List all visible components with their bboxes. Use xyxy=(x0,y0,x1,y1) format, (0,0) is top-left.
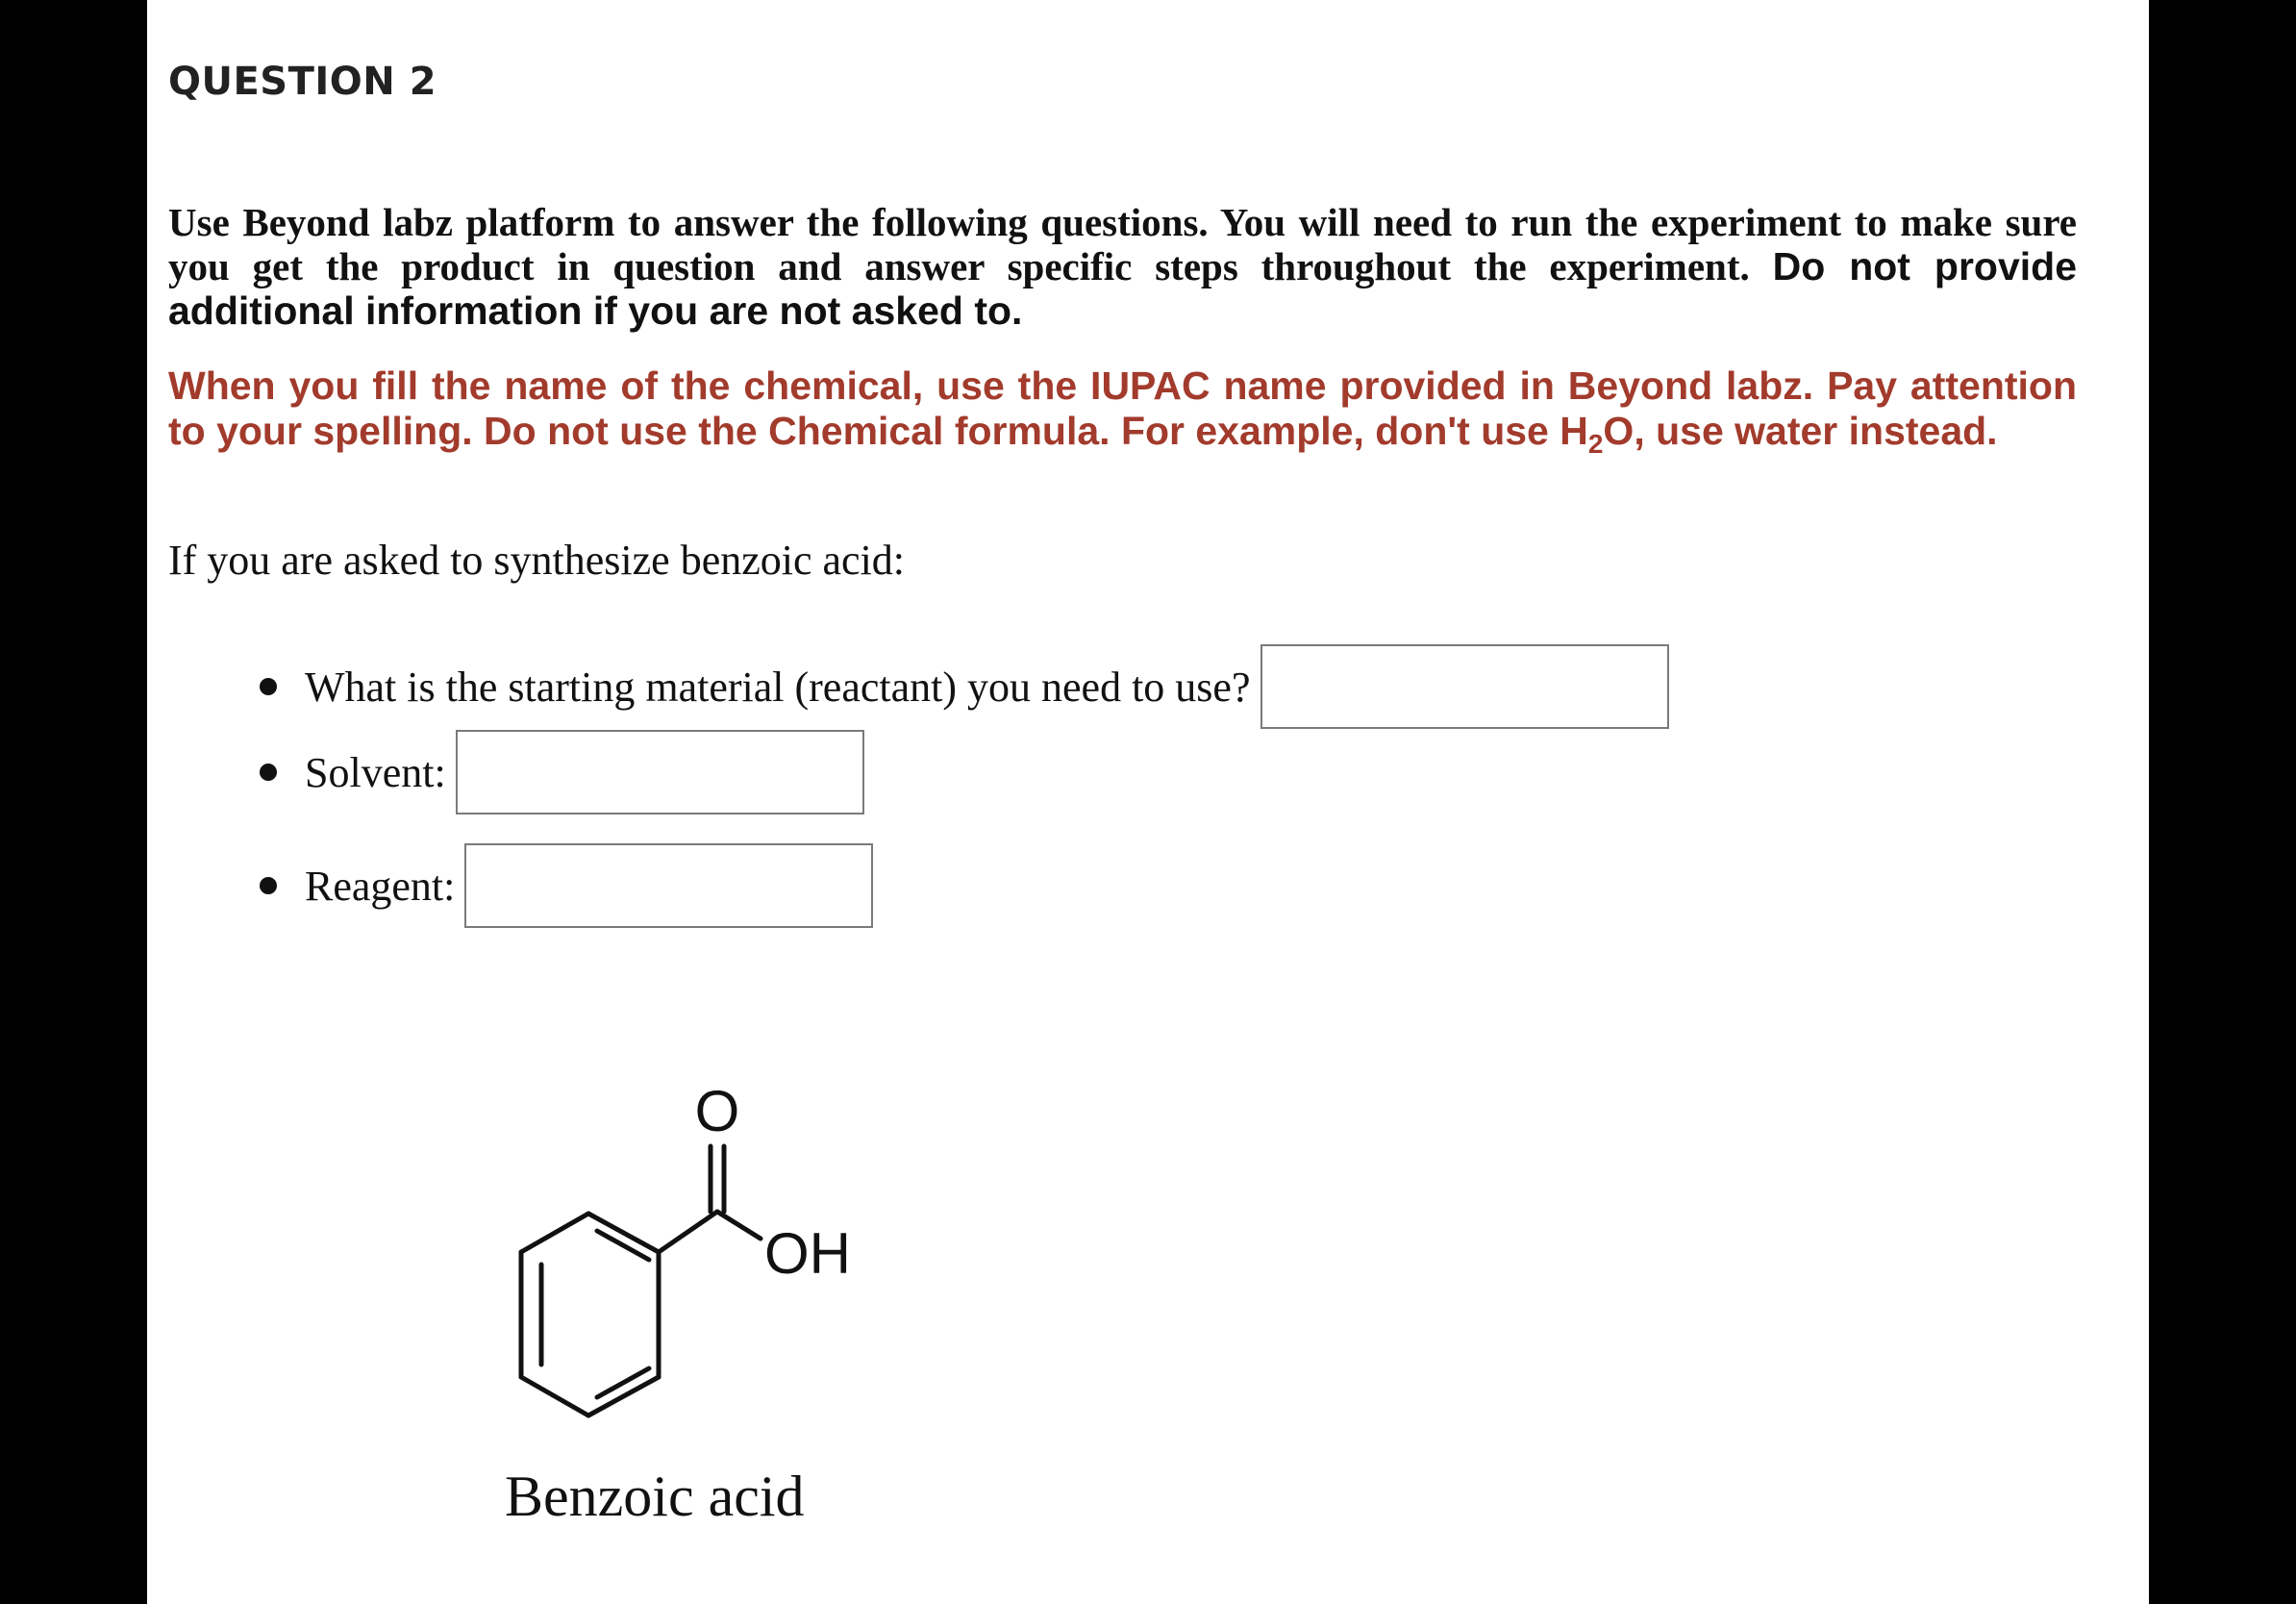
instructions-paragraph xyxy=(168,200,2077,333)
question-page xyxy=(147,0,2149,1604)
bullet-icon xyxy=(260,877,277,894)
question-item-reagent xyxy=(305,843,873,928)
warning-text-end: O, use water instead. xyxy=(1603,409,1998,453)
benzoic-acid-structure xyxy=(503,1067,984,1452)
instructions-text: Use Beyond labz platform to answer the following questions. You will need to run the experiment to make sure you get the product in question and answer specific steps throughout the experiment. xyxy=(168,200,2077,288)
warning-subscript: 2 xyxy=(1587,429,1604,460)
carboxyl-group xyxy=(659,1146,761,1252)
solvent-label: Solvent: xyxy=(305,748,446,796)
starting-material-input[interactable] xyxy=(1260,644,1669,729)
structure-caption: Benzoic acid xyxy=(505,1465,805,1528)
question-title: QUESTION 2 xyxy=(168,60,437,104)
synthesis-prompt: If you are asked to synthesize benzoic acid: xyxy=(168,537,906,584)
question-item-starting-material xyxy=(305,644,1669,729)
reagent-input[interactable] xyxy=(464,843,873,928)
question-item-solvent xyxy=(305,730,864,815)
benzene-ring xyxy=(521,1214,659,1416)
hydroxyl-label: OH xyxy=(764,1221,851,1286)
warning-text-start: When you fill the name of the chemical, use the IUPAC name provided in Beyond labz. Pay attention to your spelling. Do not use the Chemical formula. For example, don't use H xyxy=(168,363,2077,453)
instructions-emphasis: Do not provide additional information if you are not asked to. xyxy=(168,244,2078,333)
reagent-label: Reagent: xyxy=(305,862,456,910)
starting-material-label: What is the starting material (reactant) you need to use? xyxy=(305,663,1251,711)
bullet-icon xyxy=(260,678,277,695)
iupac-warning xyxy=(168,363,2077,460)
oxygen-atom-label: O xyxy=(694,1079,740,1143)
bullet-icon xyxy=(260,764,277,781)
solvent-input[interactable] xyxy=(456,730,864,815)
